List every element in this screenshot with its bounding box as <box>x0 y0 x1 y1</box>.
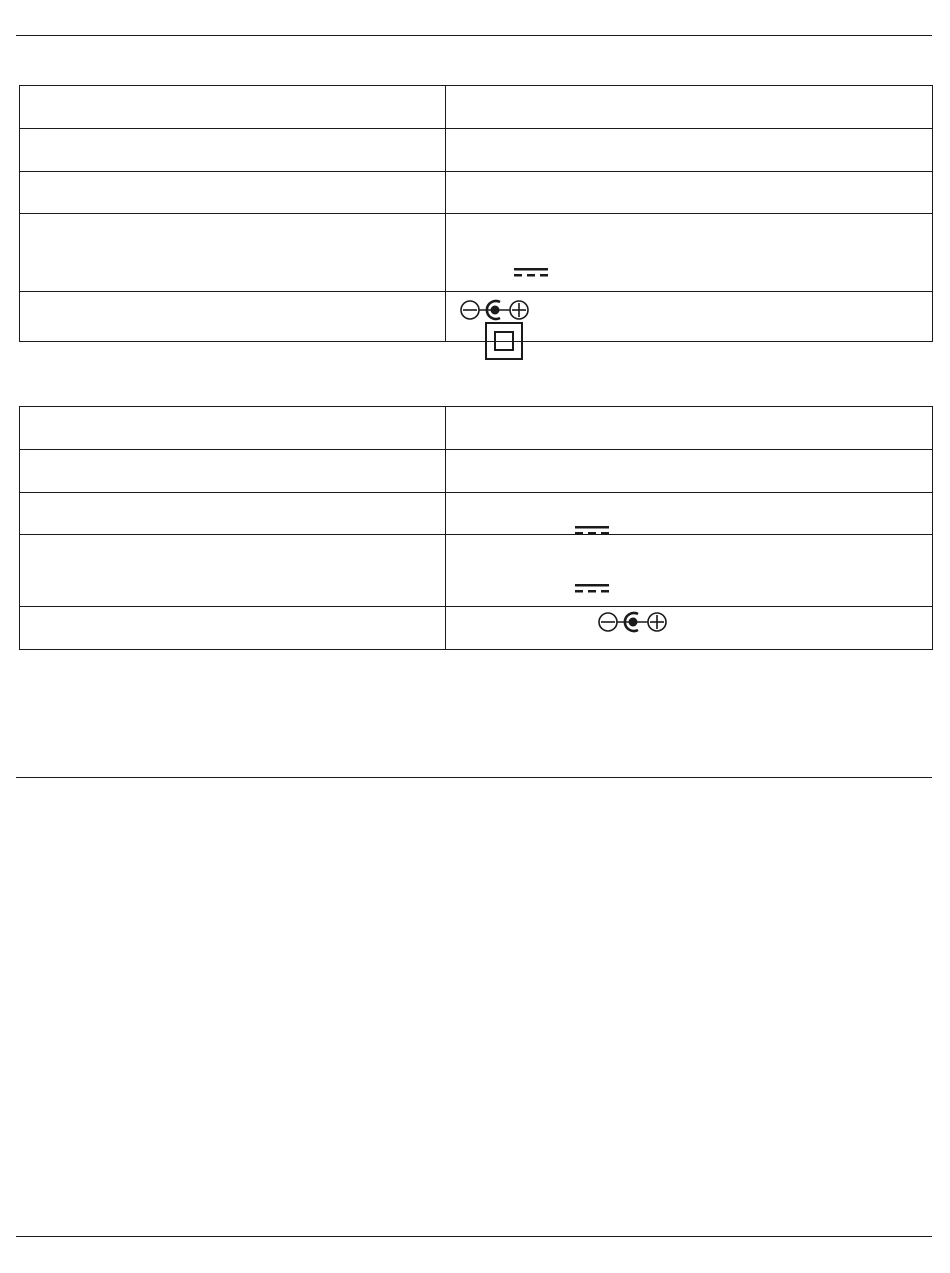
row-value <box>446 129 933 172</box>
footer-rule <box>16 1236 932 1237</box>
row-value <box>446 172 933 214</box>
row-label <box>20 129 446 172</box>
table-row <box>20 214 933 292</box>
direct-current-icon <box>514 268 548 278</box>
table-row <box>20 129 933 172</box>
polarity-icon <box>460 298 530 322</box>
header-rule <box>16 35 932 36</box>
row-label <box>20 172 446 214</box>
row-label <box>20 607 446 650</box>
row-value <box>446 607 933 650</box>
row-label <box>20 493 446 535</box>
row-label <box>20 407 446 450</box>
class-ii-double-insulation-icon <box>485 322 523 360</box>
table-row <box>20 450 933 493</box>
row-label <box>20 292 446 342</box>
row-value <box>446 407 933 450</box>
row-value-symbols <box>446 535 933 607</box>
spec-table-2 <box>19 406 933 650</box>
direct-current-icon <box>575 526 609 536</box>
row-label <box>20 214 446 292</box>
row-value <box>446 86 933 129</box>
section-rule <box>16 777 932 778</box>
spec-table-1 <box>19 85 933 342</box>
table-row <box>20 607 933 650</box>
table-row <box>20 493 933 535</box>
row-value-symbols <box>446 214 933 292</box>
direct-current-icon <box>575 584 609 594</box>
row-value-symbols <box>446 493 933 535</box>
row-label <box>20 86 446 129</box>
row-label <box>20 535 446 607</box>
polarity-icon <box>598 610 668 634</box>
row-label <box>20 450 446 493</box>
row-value <box>446 450 933 493</box>
table-row <box>20 535 933 607</box>
table-row <box>20 172 933 214</box>
table-row <box>20 407 933 450</box>
table-row <box>20 86 933 129</box>
